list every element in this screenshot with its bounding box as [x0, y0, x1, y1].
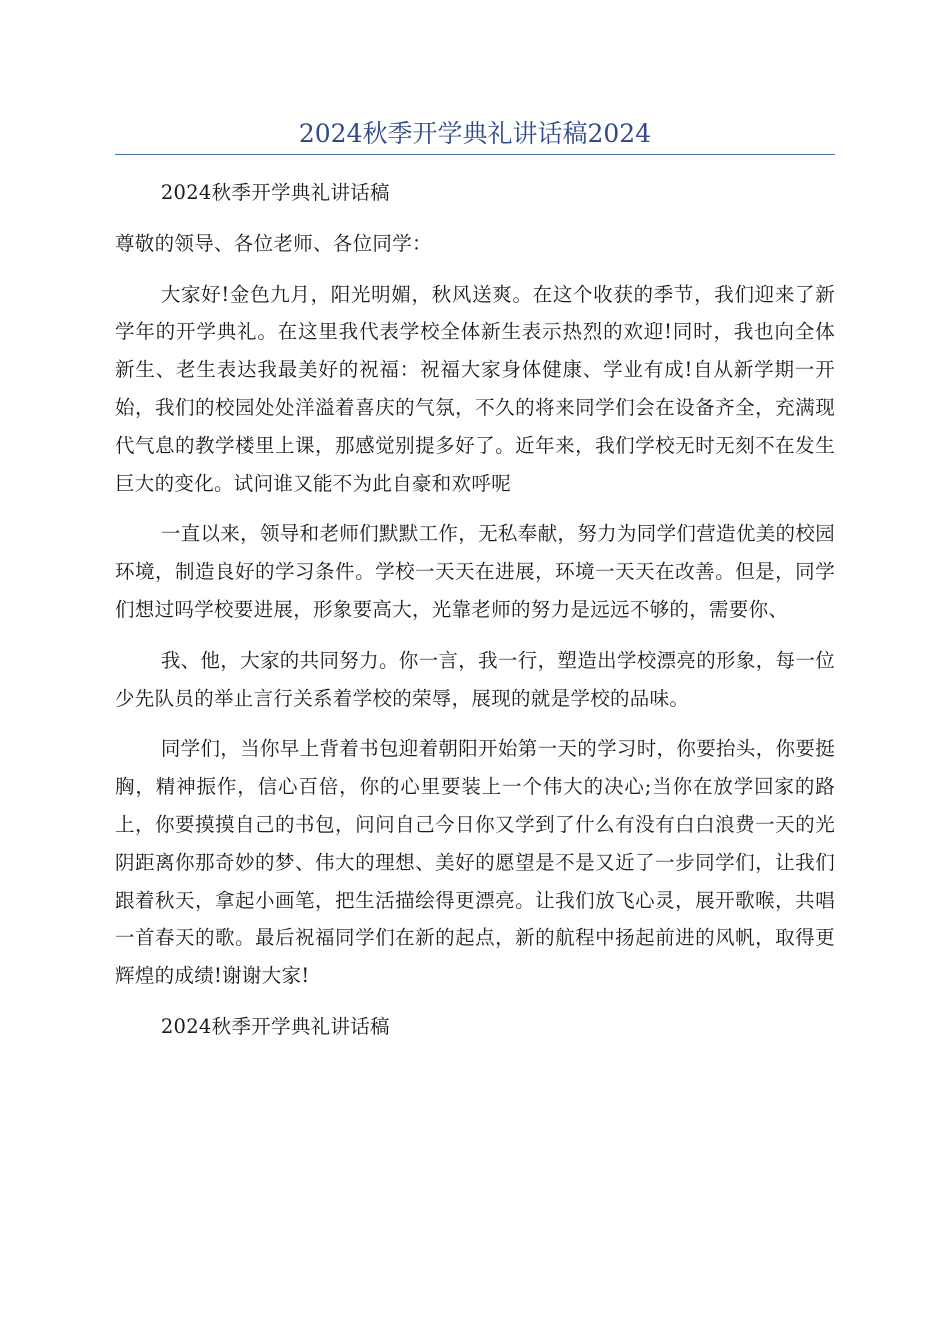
document-title: 2024秋季开学典礼讲话稿2024	[298, 119, 652, 148]
document-body	[115, 174, 835, 1059]
paragraph-salutation: 尊敬的领导、各位老师、各位同学：	[115, 231, 432, 255]
title-underline	[115, 154, 835, 155]
paragraph-subtitle: 2024秋季开学典礼讲话稿	[160, 1014, 390, 1038]
paragraph: 我、他，大家的共同努力。你一言，我一行，塑造出学校漂亮的形象，每一位少先队员的举止言行关系着学校的荣辱，展现的就是学校的品味。	[115, 648, 835, 710]
paragraph: 同学们，当你早上背着书包迎着朝阳开始第一天的学习时，你要抬头，你要挺胸，精神振作，信心百倍，你的心里要装上一个伟大的决心;当你在放学回家的路上，你要摸摸自己的书包，问问自己今日你又学到了什么有没有白白浪费一天的光阴距离你那奇妙的梦、伟大的理想、美好的愿望是不是又近了一步同学们，让我们跟着秋天，拿起小画笔，把生活描绘得更漂亮。让我们放飞心灵，展开歌喉，共唱一首春天的歌。最后祝福同学们在新的起点，新的航程中扬起前进的风帆，取得更辉煌的成绩!谢谢大家!	[115, 737, 835, 988]
paragraph-subtitle: 2024秋季开学典礼讲话稿	[160, 181, 390, 204]
paragraph: 大家好!金色九月，阳光明媚，秋风送爽。在这个收获的季节，我们迎来了新学年的开学典礼。在这里我代表学校全体新生表示热烈的欢迎!同时，我也向全体新生、老生表达我最美好的祝福：祝福大家身体健康、学业有成!自从新学期一开始，我们的校园处处洋溢着喜庆的气氛，不久的将来同学们会在设备齐全，充满现代气息的教学楼里上课，那感觉别提多好了。近年来，我们学校无时无刻不在发生巨大的变化。试问谁又能不为此自豪和欢呼呢	[115, 282, 835, 495]
paragraph: 一直以来，领导和老师们默默工作，无私奉献，努力为同学们营造优美的校园环境，制造良好的学习条件。学校一天天在进展，环境一天天在改善。但是，同学们想过吗学校要进展，形象要高大，光靠老师的努力是远远不够的，需要你、	[115, 522, 835, 621]
